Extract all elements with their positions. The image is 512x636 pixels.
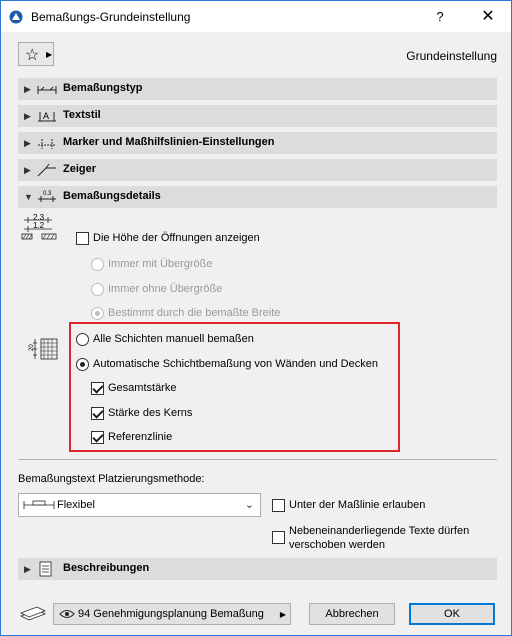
svg-text:0.3: 0.3: [43, 191, 52, 197]
layer-name: 94 Genehmigungsplanung Bemaßung: [78, 608, 264, 620]
title-bar: [1, 1, 511, 32]
panel-bemassungsdetails[interactable]: [18, 186, 497, 208]
panel-beschreibungen[interactable]: [18, 558, 497, 580]
cancel-button[interactable]: Abbrechen: [309, 603, 395, 625]
panel-label: Textstil: [63, 109, 101, 121]
radio-label: Automatische Schichtbemaßung von Wänden und Decken: [93, 358, 378, 370]
text-style-icon: [36, 108, 58, 124]
chevron-right-icon: ▶: [279, 610, 286, 619]
radio-label: Immer ohne Übergröße: [108, 283, 223, 295]
total-thickness-checkbox[interactable]: [91, 382, 104, 395]
panel-label: Marker und Maßhilfslinien-Einstellungen: [63, 136, 275, 148]
dimension-details-icon: [36, 189, 58, 205]
eye-icon: [59, 608, 75, 620]
panel-marker[interactable]: [18, 132, 497, 154]
archicad-app-icon: [9, 10, 23, 24]
panel-textstil[interactable]: [18, 105, 497, 127]
opening-height-label: Die Höhe der Öffnungen anzeigen: [93, 232, 260, 244]
allow-below-checkbox[interactable]: [272, 499, 285, 512]
pointer-icon: [36, 162, 58, 178]
panel-label: Beschreibungen: [63, 562, 150, 574]
expand-arrow-icon: ▶: [24, 138, 31, 148]
close-button[interactable]: ✕: [481, 8, 495, 25]
panel-label: Bemaßungsdetails: [63, 190, 161, 202]
radio-never-oversize[interactable]: [91, 283, 104, 296]
panel-label: Bemaßungstyp: [63, 82, 143, 94]
radio-manual-layers[interactable]: [76, 333, 89, 346]
layer-select-button[interactable]: [53, 603, 291, 625]
checkbox-label: Referenzlinie: [108, 431, 173, 443]
expand-arrow-icon: ▶: [24, 84, 31, 94]
radio-label: Immer mit Übergröße: [108, 258, 213, 270]
collapse-arrow-icon: ▼: [24, 192, 33, 202]
preset-name: Grundeinstellung: [406, 49, 497, 63]
placement-selected-value: Flexibel: [57, 499, 95, 511]
layer-icon-text: 20: [29, 344, 35, 351]
panel-bemassungstyp[interactable]: [18, 78, 497, 100]
window-title: Bemaßungs-Grundeinstellung: [31, 10, 191, 24]
checkbox-label: Stärke des Kerns: [108, 407, 193, 419]
expand-arrow-icon: ▶: [24, 111, 31, 121]
panel-label: Zeiger: [63, 163, 97, 175]
opening-icon-top-text: 2.3: [33, 213, 45, 222]
ok-button[interactable]: OK: [409, 603, 495, 625]
help-button[interactable]: ?: [436, 9, 444, 24]
marker-icon: [36, 135, 58, 151]
shift-adjacent-label: Nebeneinanderliegende Texte dürfen verschoben werden: [289, 525, 470, 551]
expand-arrow-icon: ▶: [24, 564, 31, 574]
placement-method-select[interactable]: [18, 493, 261, 517]
radio-auto-layers[interactable]: [76, 358, 89, 371]
radio-label: Alle Schichten manuell bemaßen: [93, 333, 254, 345]
radio-always-oversize[interactable]: [91, 258, 104, 271]
radio-by-width[interactable]: [91, 307, 104, 320]
checkbox-label: Gesamtstärke: [108, 382, 177, 394]
opening-height-checkbox[interactable]: [76, 232, 89, 245]
chevron-right-icon: ▶: [46, 50, 53, 59]
core-thickness-checkbox[interactable]: [91, 407, 104, 420]
placement-method-label: Bemaßungstext Platzierungsmethode:: [18, 473, 205, 485]
favorites-button[interactable]: [18, 42, 54, 66]
allow-below-label: Unter der Maßlinie erlauben: [289, 499, 426, 511]
flexible-placement-icon: [23, 499, 55, 511]
layer-stack-icon: [19, 606, 47, 622]
expand-arrow-icon: ▶: [24, 165, 31, 175]
svg-text:A: A: [43, 111, 50, 121]
chevron-down-icon: ⌄: [244, 499, 254, 511]
reference-line-checkbox[interactable]: [91, 431, 104, 444]
descriptions-icon: [36, 561, 58, 577]
star-icon: ☆: [25, 47, 40, 64]
panel-zeiger[interactable]: [18, 159, 497, 181]
dimension-type-icon: [36, 81, 58, 97]
shift-adjacent-checkbox[interactable]: [272, 531, 285, 544]
radio-label: Bestimmt durch die bemaßte Breite: [108, 307, 281, 319]
opening-icon-bottom-text: 1.2: [33, 221, 45, 230]
layer-dimension-icon: [21, 337, 63, 361]
separator: [18, 459, 497, 460]
opening-height-icon: [20, 213, 66, 241]
